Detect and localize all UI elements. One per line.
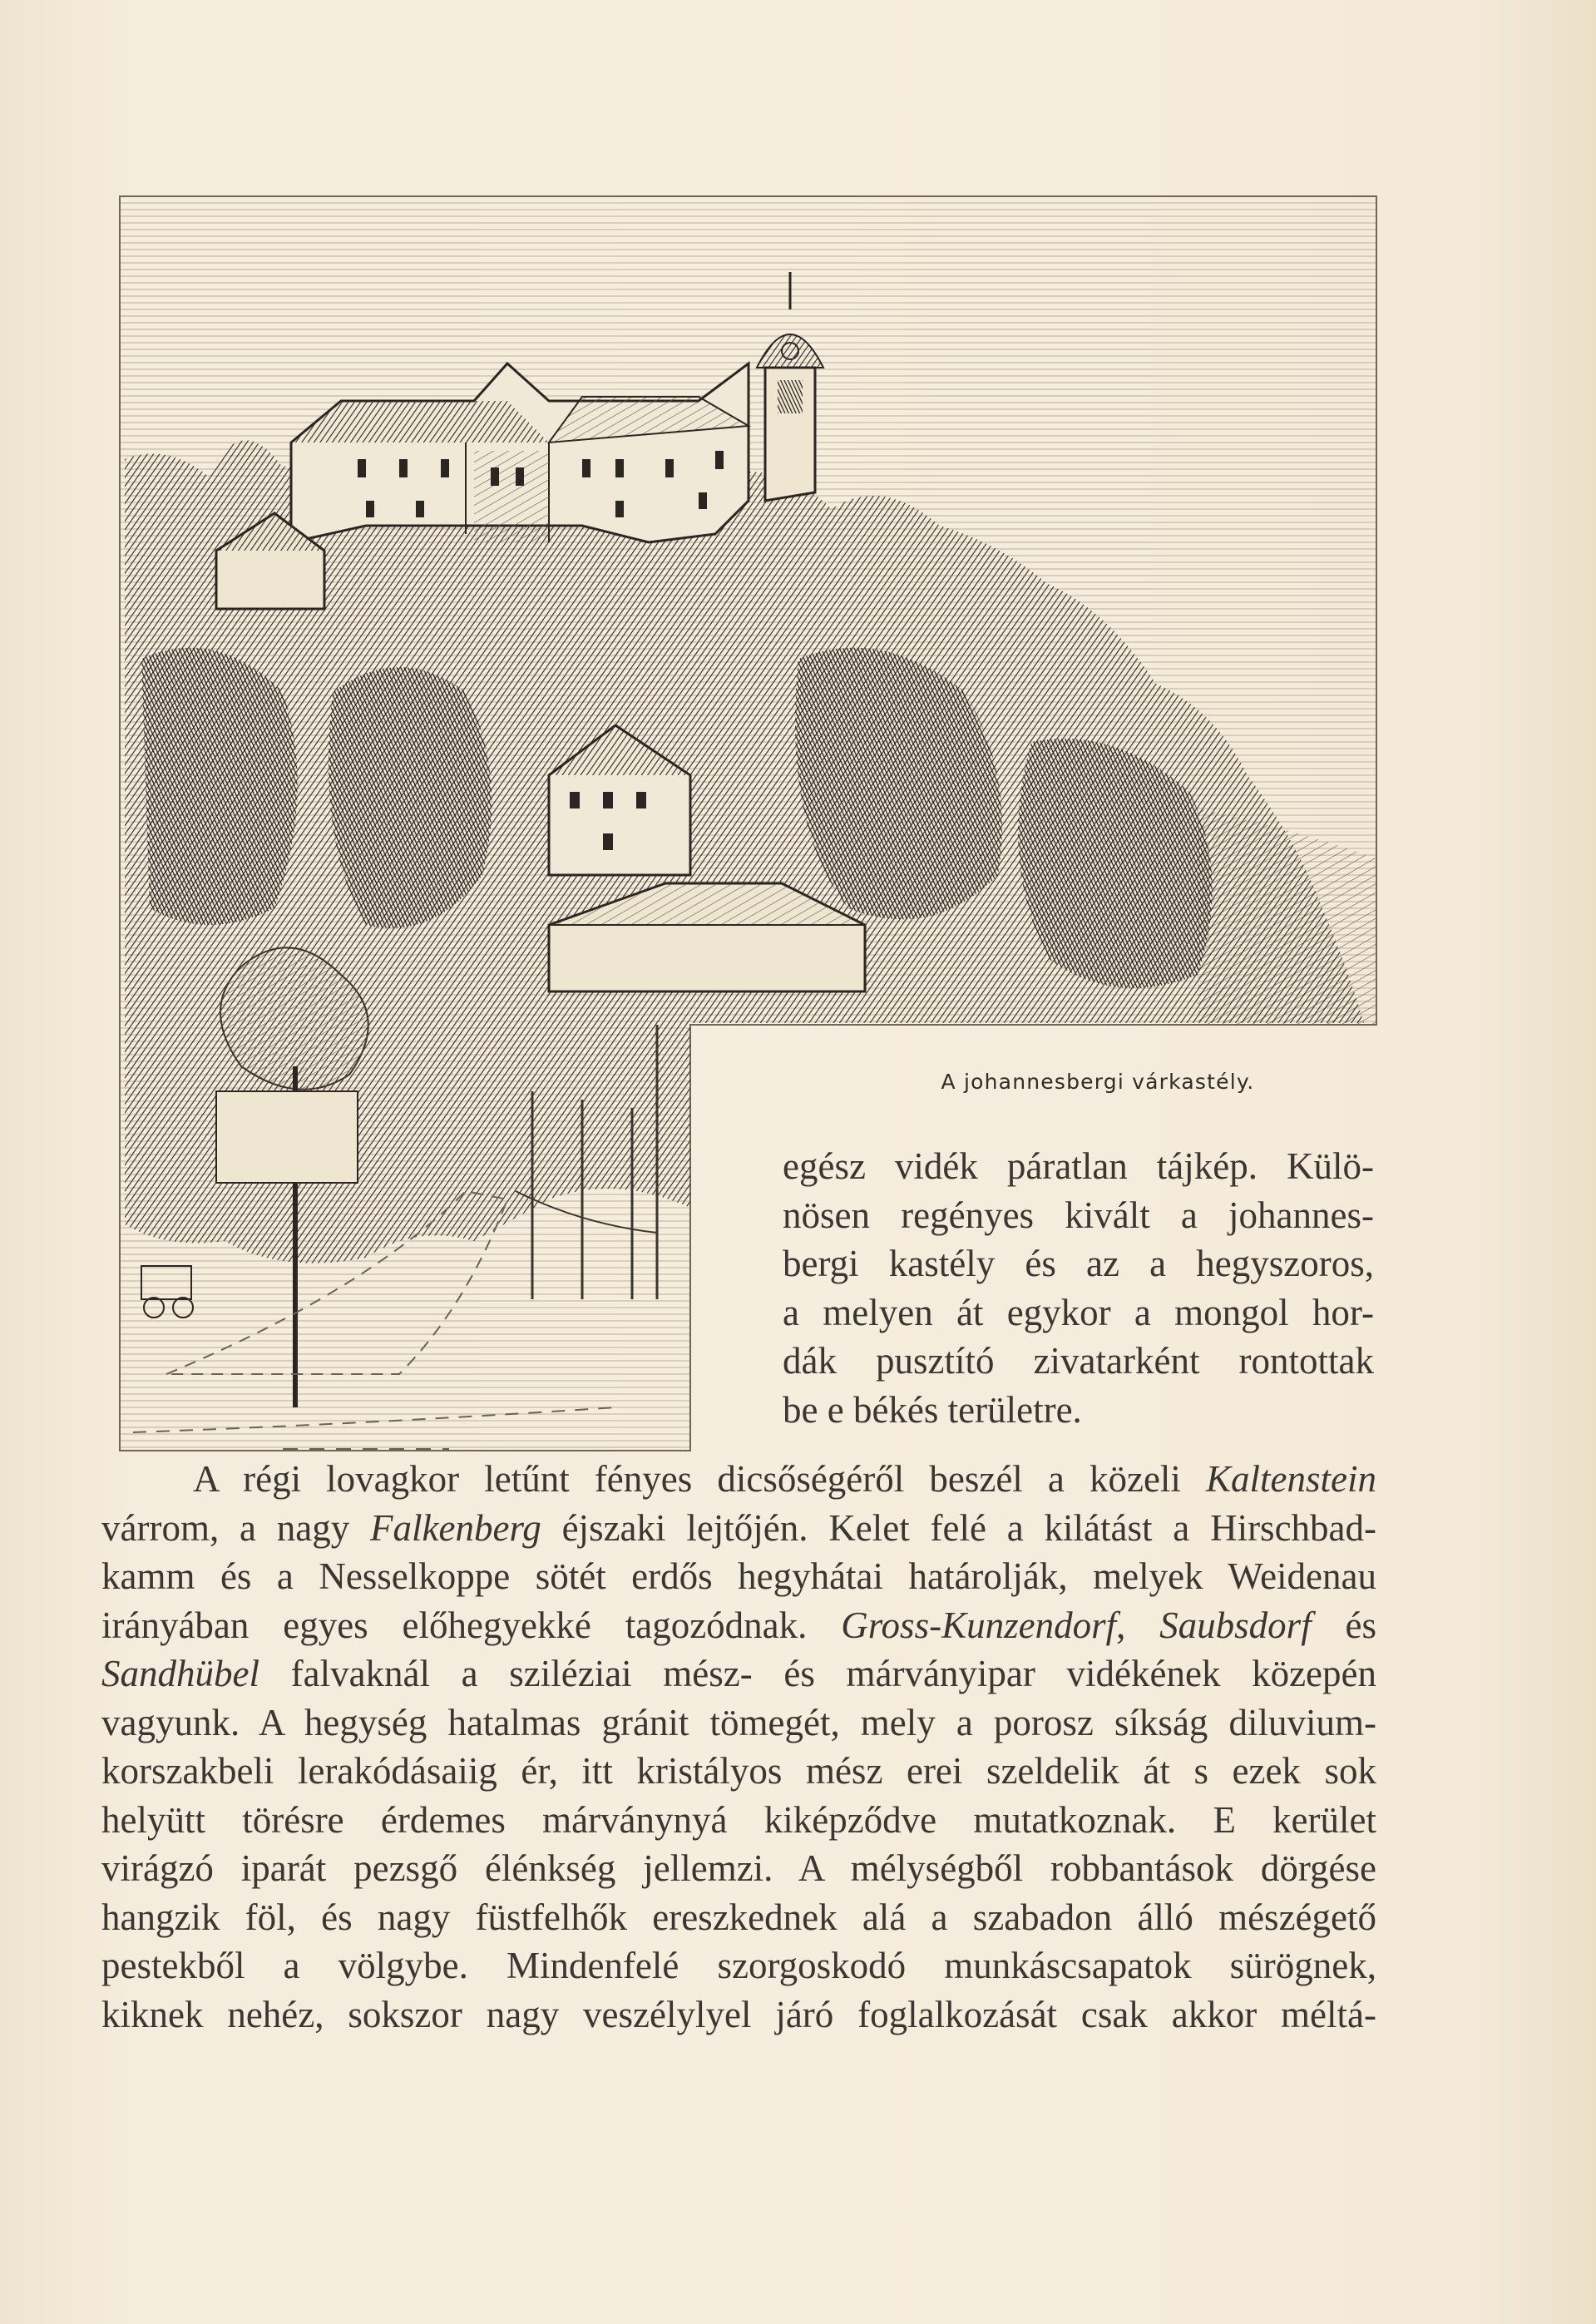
place-name: Kaltenstein [1206,1458,1376,1500]
illustration-caption: A johannesbergi várkastély. [941,1070,1255,1094]
text-line: bergi kastély és az a hegyszoros, [783,1243,1374,1284]
text-line: vagyunk. A hegység hatalmas gránit tömegét, mely a porosz síkság diluvium- [101,1701,1376,1743]
text-line: helyütt törésre érdemes márványnyá kiképződve mutatkoznak. E kerület [101,1798,1376,1841]
text-line: a melyen át egykor a mongol hor- [783,1291,1374,1333]
place-name: Saubsdorf [1159,1604,1312,1646]
place-name: Sandhübel [101,1653,259,1694]
place-name: Falkenberg [370,1506,541,1549]
text-line: egész vidék páratlan tájkép. Külö- [783,1145,1374,1187]
place-name: Gross-Kunzendorf [841,1604,1117,1646]
text-line: kiknek nehéz, sokszor nagy veszélylyel járó foglalkozását csak akkor méltá- [101,1993,1376,2035]
text-line: korszakbeli lerakódásaiig ér, itt kristályos mész erei szeldelik át s ezek sok [101,1750,1376,1792]
side-paragraph [783,1142,1374,1434]
body-paragraph [101,1455,1376,2039]
text-line: nösen regényes kivált a johannes- [783,1194,1374,1236]
text-line: kamm és a Nesselkoppe sötét erdős hegyhátai határolják, melyek Weidenau [101,1555,1376,1597]
text-line: várrom, a nagy Falkenberg éjszaki lejtőjén. Kelet felé a kilátást a Hirschbad- [101,1506,1376,1549]
text-line: dák pusztító zivatarként rontottak [783,1340,1374,1382]
text-line: irányában egyes előhegyekké tagozódnak. Gross-Kunzendorf, Saubsdorf és [101,1604,1377,1646]
text-line: hangzik föl, és nagy füstfelhők ereszkednek alá a szabadon álló mészégető [101,1896,1376,1938]
text-line: Sandhübel falvaknál a sziléziai mész- és márványipar vidékének közepén [101,1653,1376,1694]
text-line: A régi lovagkor letűnt fényes dicsőségéről beszél a közeli Kaltenstein [193,1458,1376,1500]
text-line: be e békés területre. [783,1388,1082,1431]
text-line: virágzó iparát pezsgő élénkség jellemzi. A mélységből robbantások dörgése [101,1847,1376,1889]
text-line: pestekből a völgybe. Mindenfelé szorgoskodó munkáscsapatok sürögnek, [101,1945,1376,1986]
